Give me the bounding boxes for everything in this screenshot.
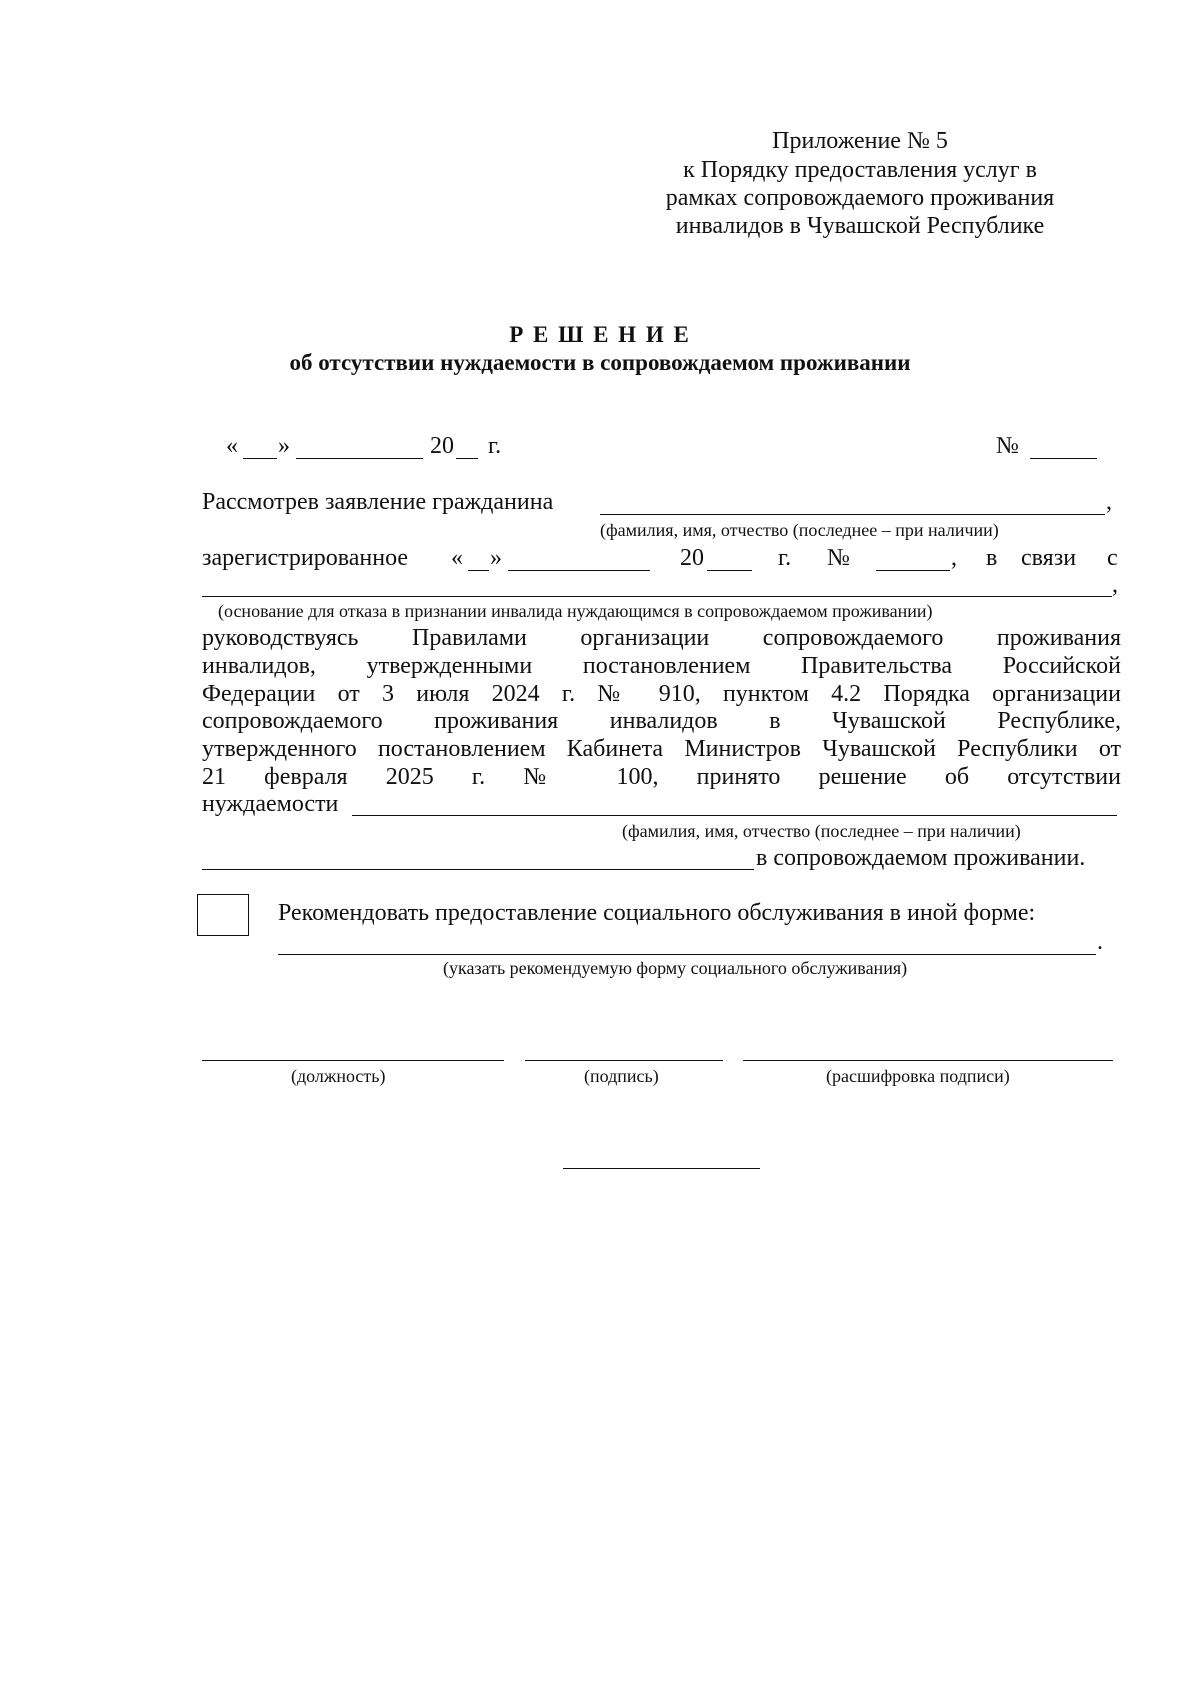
number-blank (1030, 458, 1097, 459)
paragraph-line-5: утвержденного постановлением Кабинета Министров Чувашской Республики от (202, 736, 1121, 762)
date-year-prefix: 20 (430, 433, 454, 459)
with-word-1: связи (1021, 545, 1077, 571)
registered-word: зарегистрированное (202, 545, 409, 571)
paragraph-line-1: руководствуясь Правилами организации сопровождаемого проживания (202, 625, 1121, 651)
with-word-2: с (1107, 545, 1118, 571)
reg-month-blank (508, 570, 650, 571)
recommend-label: Рекомендовать предоставление социального обслуживания в иной форме: (278, 900, 1036, 926)
date-year-suffix: г. (488, 433, 502, 459)
recommend-caption: (указать рекомендуемую форму социального обслуживания) (443, 958, 908, 978)
need-name-blank (352, 815, 1117, 816)
annex-line-2: к Порядку предоставления услуг в (683, 157, 1037, 183)
document-subtitle: об отсутствии нуждаемости в сопровождаемом проживании (289, 350, 911, 375)
date-open-quote: « (226, 433, 238, 459)
reg-open-quote: « (451, 545, 463, 571)
fio-caption-2: (фамилия, имя, отчество (последнее – при наличии) (622, 821, 1021, 841)
number-sign: № (996, 433, 1019, 459)
paragraph-line-3: Федерации от 3 июля 2024 г. № 910, пунктом 4.2 Порядка организации (202, 681, 1121, 707)
signature-caption: (подпись) (584, 1066, 659, 1086)
decoding-caption: (расшифровка подписи) (826, 1066, 1010, 1086)
paragraph-line-2: инвалидов, утвержденными постановлением Правительства Российской (202, 653, 1121, 679)
considered-prefix: Рассмотрев заявление гражданина (202, 489, 554, 515)
position-blank (202, 1060, 504, 1061)
date-close-quote: » (278, 433, 290, 459)
annex-line-4: инвалидов в Чувашской Республике (675, 213, 1045, 239)
in-supported-living: в сопровождаемом проживании. (756, 845, 1086, 871)
reg-comma: , (951, 545, 957, 571)
document-title: Р Е Ш Е Н И Е (509, 322, 691, 347)
need-name-blank-2 (202, 869, 754, 870)
recommend-period: . (1097, 929, 1103, 955)
signature-blank (525, 1060, 723, 1061)
annex-line-1: Приложение № 5 (772, 128, 948, 154)
closing-rule (563, 1168, 760, 1169)
reg-year-blank (707, 570, 752, 571)
in-connection-word: в (986, 545, 998, 571)
need-word: нуждаемости (202, 791, 339, 817)
reg-number-sign: № (827, 545, 850, 571)
paragraph-line-6: 21 февраля 2025 г. № 100, принято решение об отсутствии (202, 764, 1121, 790)
reg-g: г. (778, 545, 792, 571)
date-month-blank (296, 458, 423, 459)
basis-comma: , (1112, 572, 1118, 598)
reg-number-blank (876, 570, 950, 571)
date-day-blank (243, 458, 277, 459)
basis-caption: (основание для отказа в признании инвалида нуждающимся в сопровождаемом проживании) (218, 601, 933, 621)
citizen-comma: , (1106, 489, 1112, 515)
decoding-blank (743, 1060, 1113, 1061)
citizen-name-blank (600, 514, 1105, 515)
position-caption: (должность) (291, 1066, 386, 1086)
recommend-checkbox[interactable] (197, 894, 249, 936)
reg-year-prefix: 20 (680, 545, 704, 571)
annex-line-3: рамках сопровождаемого проживания (665, 185, 1055, 211)
fio-caption-1: (фамилия, имя, отчество (последнее – при наличии) (600, 520, 999, 540)
paragraph-line-4: сопровождаемого проживания инвалидов в Чувашской Республике, (202, 708, 1121, 734)
reg-close-quote: » (490, 545, 502, 571)
recommend-form-blank (278, 954, 1096, 955)
date-year-blank (456, 458, 478, 459)
basis-blank (202, 596, 1112, 597)
reg-day-blank (468, 570, 489, 571)
